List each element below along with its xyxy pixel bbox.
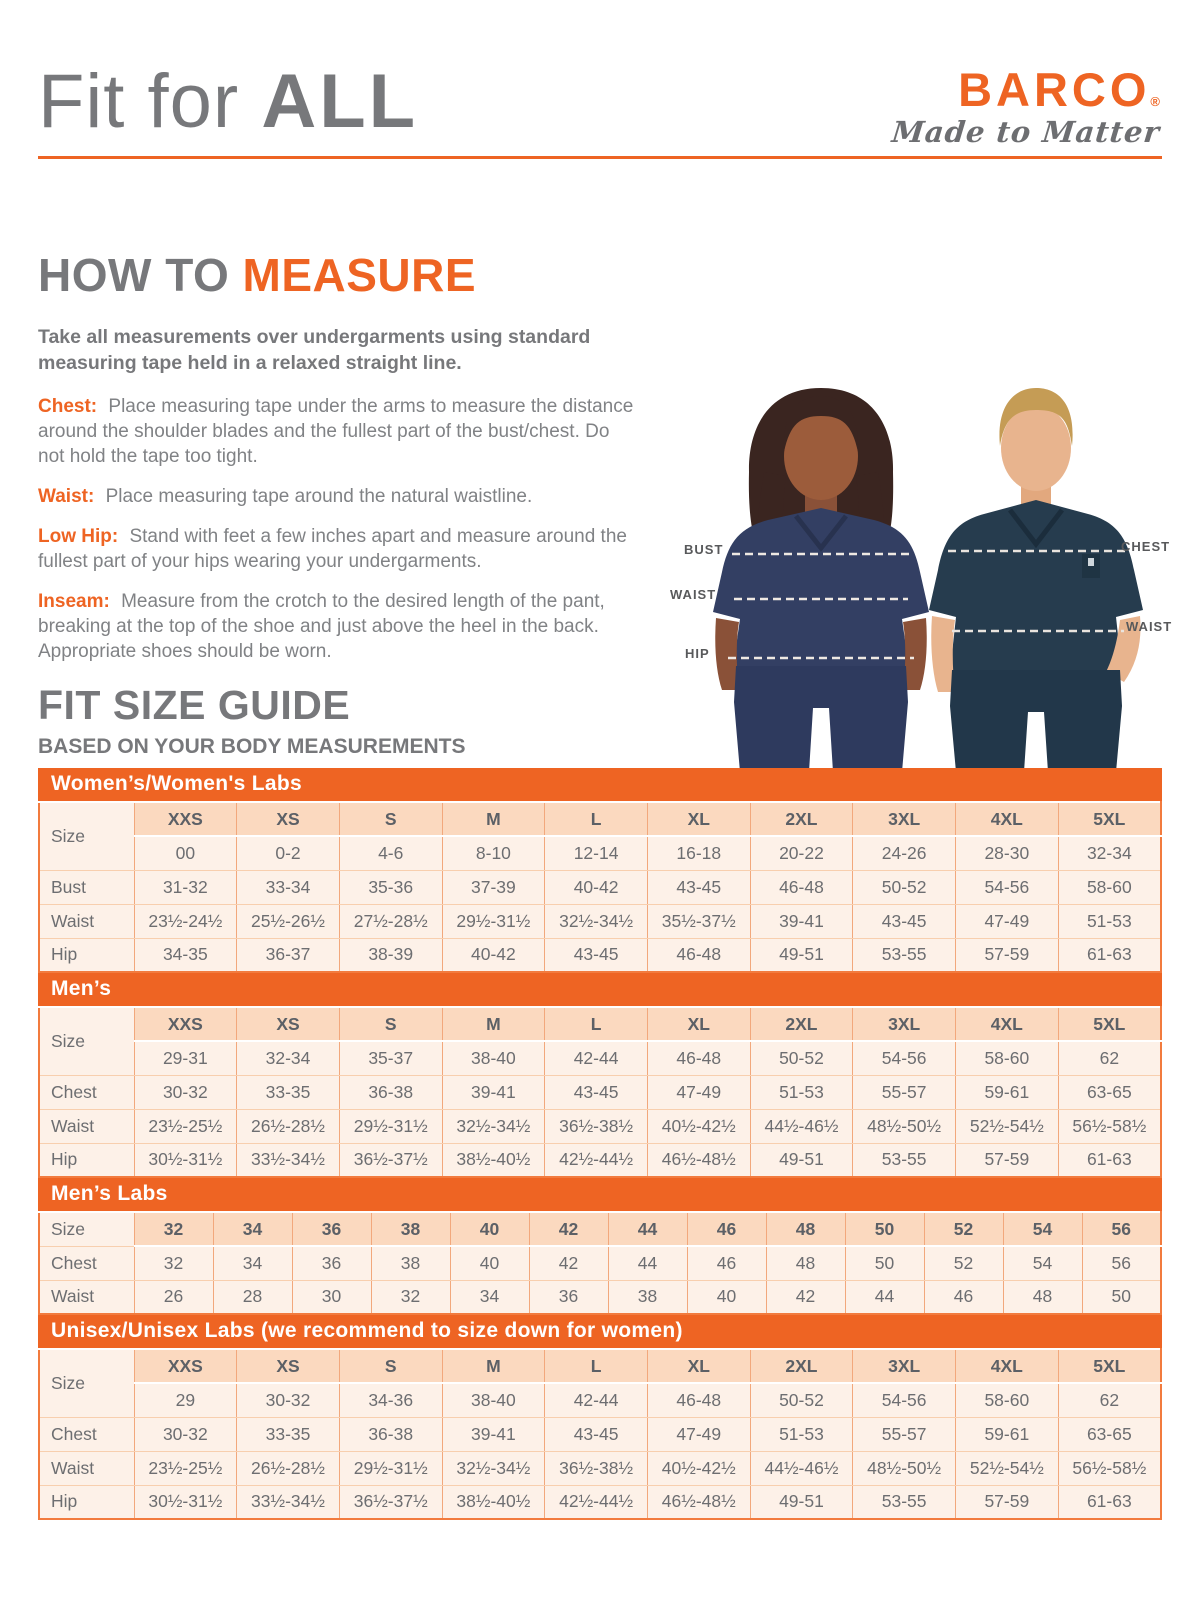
table-cell: 50 — [1082, 1280, 1161, 1314]
size-number-cell: 28-30 — [956, 836, 1059, 870]
table-cell: 36½-37½ — [339, 1143, 442, 1177]
table-cell: 57-59 — [956, 938, 1059, 972]
table-row — [39, 1485, 1161, 1519]
table-cell: 25½-26½ — [237, 904, 340, 938]
table-cell: 33½-34½ — [237, 1143, 340, 1177]
table-cell: 33-35 — [237, 1075, 340, 1109]
table-cell: 40-42 — [545, 870, 648, 904]
measure-text: Measure from the crotch to the desired length of the pant, breaking at the top of the shoe and just above the heel in the back. Appropriate shoes should be worn. — [38, 591, 605, 663]
table-cell: 40½-42½ — [647, 1451, 750, 1485]
column-header: L — [545, 1007, 648, 1041]
column-header: 3XL — [853, 802, 956, 836]
column-header: 3XL — [853, 1007, 956, 1041]
table-cell: 32½-34½ — [545, 904, 648, 938]
table-cell: 55-57 — [853, 1417, 956, 1451]
brand-name — [892, 63, 1160, 116]
table-cell: 40½-42½ — [647, 1109, 750, 1143]
table-cell: 42 — [529, 1246, 608, 1280]
size-number-cell: 58-60 — [956, 1383, 1059, 1417]
measure-term: Waist: — [38, 485, 95, 507]
size-number-cell: 34-36 — [339, 1383, 442, 1417]
table-cell: 39-41 — [442, 1075, 545, 1109]
table-section-header: Men’s — [38, 973, 1162, 1006]
column-header: 46 — [687, 1212, 766, 1246]
table-cell: 29½-31½ — [339, 1451, 442, 1485]
table-cell: 36½-38½ — [545, 1109, 648, 1143]
table-cell: 36-38 — [339, 1075, 442, 1109]
column-header: 4XL — [956, 1007, 1059, 1041]
table-cell: 48 — [1003, 1280, 1082, 1314]
measure-instruction — [38, 589, 638, 664]
table-cell: 50-52 — [853, 870, 956, 904]
table-cell: 30½-31½ — [134, 1143, 237, 1177]
table-cell: 32½-34½ — [442, 1451, 545, 1485]
table-row — [39, 1349, 1161, 1383]
how-to-measure-intro: Take all measurements over undergarments using standard measuring tape held in a relaxed straight line. — [38, 326, 591, 375]
table-cell: 61-63 — [1058, 1143, 1161, 1177]
page-title — [38, 58, 418, 145]
table-cell: 27½-28½ — [339, 904, 442, 938]
table-row — [39, 1041, 1161, 1075]
size-row-header: Size — [39, 1007, 134, 1075]
table-section-header: Unisex/Unisex Labs (we recommend to size down for women) — [38, 1315, 1162, 1348]
table-section-header: Men’s Labs — [38, 1178, 1162, 1211]
table-row — [39, 1212, 1161, 1246]
size-number-cell: 62 — [1058, 1383, 1161, 1417]
table-row — [39, 1007, 1161, 1041]
table-cell: 52 — [924, 1246, 1003, 1280]
column-header: XS — [237, 802, 340, 836]
column-header: XL — [647, 1349, 750, 1383]
how-to-measure-title-orange: MEASURE — [242, 249, 477, 301]
column-header: 5XL — [1058, 802, 1161, 836]
table-cell: 38 — [371, 1246, 450, 1280]
table-cell: 56½-58½ — [1058, 1109, 1161, 1143]
size-number-cell: 16-18 — [647, 836, 750, 870]
table-cell: 44 — [845, 1280, 924, 1314]
size-number-cell: 42-44 — [545, 1041, 648, 1075]
table-cell: 53-55 — [853, 1485, 956, 1519]
table-cell: 39-41 — [442, 1417, 545, 1451]
table-row — [39, 836, 1161, 870]
row-label: Bust — [39, 870, 134, 904]
table-cell: 53-55 — [853, 1143, 956, 1177]
table-cell: 47-49 — [647, 1417, 750, 1451]
table-cell: 34-35 — [134, 938, 237, 972]
size-row-header: Size — [39, 1349, 134, 1417]
registered-trademark-icon: ® — [1150, 94, 1160, 109]
column-header: L — [545, 1349, 648, 1383]
column-header: 48 — [766, 1212, 845, 1246]
table-cell: 43-45 — [647, 870, 750, 904]
page-title-bold: ALL — [261, 59, 419, 144]
table-cell: 32 — [371, 1280, 450, 1314]
table-cell: 35½-37½ — [647, 904, 750, 938]
size-number-cell: 38-40 — [442, 1041, 545, 1075]
table-cell: 38½-40½ — [442, 1143, 545, 1177]
column-header: XXS — [134, 802, 237, 836]
table-cell: 28 — [213, 1280, 292, 1314]
table-cell: 42 — [766, 1280, 845, 1314]
table-cell: 33½-34½ — [237, 1485, 340, 1519]
table-row — [39, 1417, 1161, 1451]
measure-term: Low Hip: — [38, 525, 119, 547]
measure-text: Place measuring tape under the arms to measure the distance around the shoulder blades and the fullest part of the bust/chest. Do not hold the tape too tight. — [38, 395, 634, 467]
table-cell: 49-51 — [750, 1143, 853, 1177]
row-label: Waist — [39, 1451, 134, 1485]
table-cell: 40-42 — [442, 938, 545, 972]
column-header: S — [339, 1349, 442, 1383]
column-header: 52 — [924, 1212, 1003, 1246]
size-number-cell: 50-52 — [750, 1383, 853, 1417]
measure-text: Stand with feet a few inches apart and measure around the fullest part of your hips wearing your undergarments. — [38, 525, 627, 573]
brand-tagline: Made to Matter — [890, 115, 1162, 149]
size-number-cell: 54-56 — [853, 1383, 956, 1417]
table-cell: 63-65 — [1058, 1417, 1161, 1451]
size-number-cell: 0-2 — [237, 836, 340, 870]
column-header: 5XL — [1058, 1007, 1161, 1041]
column-header: 54 — [1003, 1212, 1082, 1246]
table-cell: 40 — [687, 1280, 766, 1314]
table-cell: 44½-46½ — [750, 1451, 853, 1485]
table-cell: 46½-48½ — [647, 1143, 750, 1177]
table-cell: 59-61 — [956, 1075, 1059, 1109]
header-divider — [38, 156, 1162, 159]
measure-term: Chest: — [38, 395, 98, 417]
table-cell: 38-39 — [339, 938, 442, 972]
table-cell: 48½-50½ — [853, 1451, 956, 1485]
measure-term: Inseam: — [38, 591, 110, 613]
column-header: 36 — [292, 1212, 371, 1246]
brand-logo — [890, 63, 1162, 149]
table-cell: 34 — [213, 1246, 292, 1280]
column-header: M — [442, 802, 545, 836]
table-cell: 40 — [450, 1246, 529, 1280]
size-table — [38, 1006, 1162, 1178]
page-title-regular: Fit for — [38, 59, 262, 144]
size-number-cell: 42-44 — [545, 1383, 648, 1417]
table-cell: 43-45 — [545, 1075, 648, 1109]
table-cell: 50 — [845, 1246, 924, 1280]
table-row — [39, 1109, 1161, 1143]
table-cell: 51-53 — [750, 1417, 853, 1451]
table-cell: 30 — [292, 1280, 371, 1314]
table-cell: 30-32 — [134, 1075, 237, 1109]
column-header: 34 — [213, 1212, 292, 1246]
size-number-cell: 32-34 — [1058, 836, 1161, 870]
size-number-cell: 58-60 — [956, 1041, 1059, 1075]
size-number-cell: 46-48 — [647, 1383, 750, 1417]
column-header: XL — [647, 1007, 750, 1041]
table-cell: 32 — [134, 1246, 213, 1280]
column-header: 4XL — [956, 1349, 1059, 1383]
table-cell: 47-49 — [956, 904, 1059, 938]
how-to-measure-title — [38, 248, 638, 302]
size-table — [38, 1348, 1162, 1520]
table-cell: 26 — [134, 1280, 213, 1314]
table-cell: 46 — [924, 1280, 1003, 1314]
how-to-measure-section — [38, 248, 638, 679]
table-cell: 54 — [1003, 1246, 1082, 1280]
table-cell: 31-32 — [134, 870, 237, 904]
column-header: XXS — [134, 1007, 237, 1041]
table-cell: 39-41 — [750, 904, 853, 938]
table-cell: 33-35 — [237, 1417, 340, 1451]
table-cell: 59-61 — [956, 1417, 1059, 1451]
row-label: Hip — [39, 1485, 134, 1519]
table-cell: 52½-54½ — [956, 1109, 1059, 1143]
size-table — [38, 801, 1162, 973]
size-number-cell: 35-37 — [339, 1041, 442, 1075]
column-header: 5XL — [1058, 1349, 1161, 1383]
table-cell: 46-48 — [647, 938, 750, 972]
size-row-header: Size — [39, 1212, 134, 1246]
column-header: 32 — [134, 1212, 213, 1246]
size-number-cell: 8-10 — [442, 836, 545, 870]
table-cell: 49-51 — [750, 1485, 853, 1519]
fit-size-guide-section — [38, 682, 1162, 1520]
table-cell: 61-63 — [1058, 1485, 1161, 1519]
column-header: XL — [647, 802, 750, 836]
table-cell: 46 — [687, 1246, 766, 1280]
table-cell: 42½-44½ — [545, 1485, 648, 1519]
column-header: XS — [237, 1007, 340, 1041]
row-label: Chest — [39, 1417, 134, 1451]
table-cell: 55-57 — [853, 1075, 956, 1109]
fit-size-guide-title: FIT SIZE GUIDE — [38, 682, 351, 728]
how-to-measure-items — [38, 394, 638, 665]
table-cell: 47-49 — [647, 1075, 750, 1109]
column-header: M — [442, 1007, 545, 1041]
table-cell: 56 — [1082, 1246, 1161, 1280]
table-cell: 30½-31½ — [134, 1485, 237, 1519]
size-number-cell: 00 — [134, 836, 237, 870]
row-label: Waist — [39, 1109, 134, 1143]
hip-measure-label: HIP — [685, 646, 710, 661]
column-header: 2XL — [750, 1007, 853, 1041]
table-cell: 63-65 — [1058, 1075, 1161, 1109]
column-header: 2XL — [750, 802, 853, 836]
size-number-cell: 50-52 — [750, 1041, 853, 1075]
size-tables — [38, 768, 1162, 1520]
table-cell: 26½-28½ — [237, 1109, 340, 1143]
table-cell: 43-45 — [853, 904, 956, 938]
measure-instruction — [38, 524, 638, 574]
table-cell: 34 — [450, 1280, 529, 1314]
table-cell: 57-59 — [956, 1485, 1059, 1519]
table-section-header: Women’s/Women's Labs — [38, 768, 1162, 801]
chest-measure-label: CHEST — [1121, 539, 1171, 554]
column-header: 3XL — [853, 1349, 956, 1383]
table-cell: 61-63 — [1058, 938, 1161, 972]
table-cell: 38½-40½ — [442, 1485, 545, 1519]
table-cell: 43-45 — [545, 1417, 648, 1451]
measure-text: Place measuring tape around the natural waistline. — [100, 485, 533, 507]
size-number-cell: 46-48 — [647, 1041, 750, 1075]
table-row — [39, 1143, 1161, 1177]
row-label: Hip — [39, 1143, 134, 1177]
table-row — [39, 1383, 1161, 1417]
how-to-measure-title-gray: HOW TO — [38, 249, 243, 301]
column-header: 4XL — [956, 802, 1059, 836]
table-cell: 57-59 — [956, 1143, 1059, 1177]
column-header: M — [442, 1349, 545, 1383]
size-number-cell: 29-31 — [134, 1041, 237, 1075]
column-header: S — [339, 1007, 442, 1041]
table-cell: 48 — [766, 1246, 845, 1280]
table-cell: 53-55 — [853, 938, 956, 972]
table-cell: 52½-54½ — [956, 1451, 1059, 1485]
table-cell: 23½-25½ — [134, 1451, 237, 1485]
table-row — [39, 802, 1161, 836]
table-row — [39, 1075, 1161, 1109]
table-cell: 48½-50½ — [853, 1109, 956, 1143]
table-cell: 36½-38½ — [545, 1451, 648, 1485]
column-header: 50 — [845, 1212, 924, 1246]
size-number-cell: 62 — [1058, 1041, 1161, 1075]
row-label: Chest — [39, 1246, 134, 1280]
table-cell: 43-45 — [545, 938, 648, 972]
column-header: 2XL — [750, 1349, 853, 1383]
table-cell: 36 — [529, 1280, 608, 1314]
table-cell: 51-53 — [1058, 904, 1161, 938]
measure-instruction — [38, 484, 638, 509]
bust-measure-label: BUST — [684, 542, 724, 557]
table-cell: 36-38 — [339, 1417, 442, 1451]
table-row — [39, 1451, 1161, 1485]
size-number-cell: 32-34 — [237, 1041, 340, 1075]
table-row — [39, 904, 1161, 938]
table-cell: 38 — [608, 1280, 687, 1314]
table-cell: 33-34 — [237, 870, 340, 904]
size-table — [38, 1211, 1162, 1315]
table-cell: 44 — [608, 1246, 687, 1280]
column-header: 44 — [608, 1212, 687, 1246]
size-number-cell: 4-6 — [339, 836, 442, 870]
table-row — [39, 1246, 1161, 1280]
table-row — [39, 870, 1161, 904]
column-header: 38 — [371, 1212, 450, 1246]
column-header: 42 — [529, 1212, 608, 1246]
waist-right-measure-label: WAIST — [1126, 619, 1173, 634]
measure-instruction — [38, 394, 638, 469]
size-row-header: Size — [39, 802, 134, 870]
column-header: XXS — [134, 1349, 237, 1383]
column-header: S — [339, 802, 442, 836]
table-cell: 30-32 — [134, 1417, 237, 1451]
size-number-cell: 38-40 — [442, 1383, 545, 1417]
size-number-cell: 29 — [134, 1383, 237, 1417]
table-cell: 37-39 — [442, 870, 545, 904]
column-header: 40 — [450, 1212, 529, 1246]
brand-wordmark: BARCO — [958, 63, 1151, 116]
row-label: Waist — [39, 904, 134, 938]
table-row — [39, 938, 1161, 972]
table-cell: 23½-24½ — [134, 904, 237, 938]
table-cell: 32½-34½ — [442, 1109, 545, 1143]
column-header: L — [545, 802, 648, 836]
table-cell: 58-60 — [1058, 870, 1161, 904]
row-label: Hip — [39, 938, 134, 972]
size-number-cell: 24-26 — [853, 836, 956, 870]
table-cell: 36-37 — [237, 938, 340, 972]
fit-size-guide-subtitle: BASED ON YOUR BODY MEASUREMENTS — [38, 735, 466, 758]
table-cell: 23½-25½ — [134, 1109, 237, 1143]
table-cell: 35-36 — [339, 870, 442, 904]
row-label: Chest — [39, 1075, 134, 1109]
table-cell: 44½-46½ — [750, 1109, 853, 1143]
column-header: 56 — [1082, 1212, 1161, 1246]
table-cell: 29½-31½ — [339, 1109, 442, 1143]
size-number-cell: 30-32 — [237, 1383, 340, 1417]
size-number-cell: 54-56 — [853, 1041, 956, 1075]
table-row — [39, 1280, 1161, 1314]
table-cell: 29½-31½ — [442, 904, 545, 938]
size-number-cell: 20-22 — [750, 836, 853, 870]
table-cell: 54-56 — [956, 870, 1059, 904]
table-cell: 51-53 — [750, 1075, 853, 1109]
table-cell: 26½-28½ — [237, 1451, 340, 1485]
table-cell: 42½-44½ — [545, 1143, 648, 1177]
table-cell: 46½-48½ — [647, 1485, 750, 1519]
table-cell: 56½-58½ — [1058, 1451, 1161, 1485]
waist-left-measure-label: WAIST — [670, 587, 717, 602]
table-cell: 46-48 — [750, 870, 853, 904]
size-number-cell: 12-14 — [545, 836, 648, 870]
table-cell: 36 — [292, 1246, 371, 1280]
column-header: XS — [237, 1349, 340, 1383]
row-label: Waist — [39, 1280, 134, 1314]
table-cell: 49-51 — [750, 938, 853, 972]
table-cell: 36½-37½ — [339, 1485, 442, 1519]
